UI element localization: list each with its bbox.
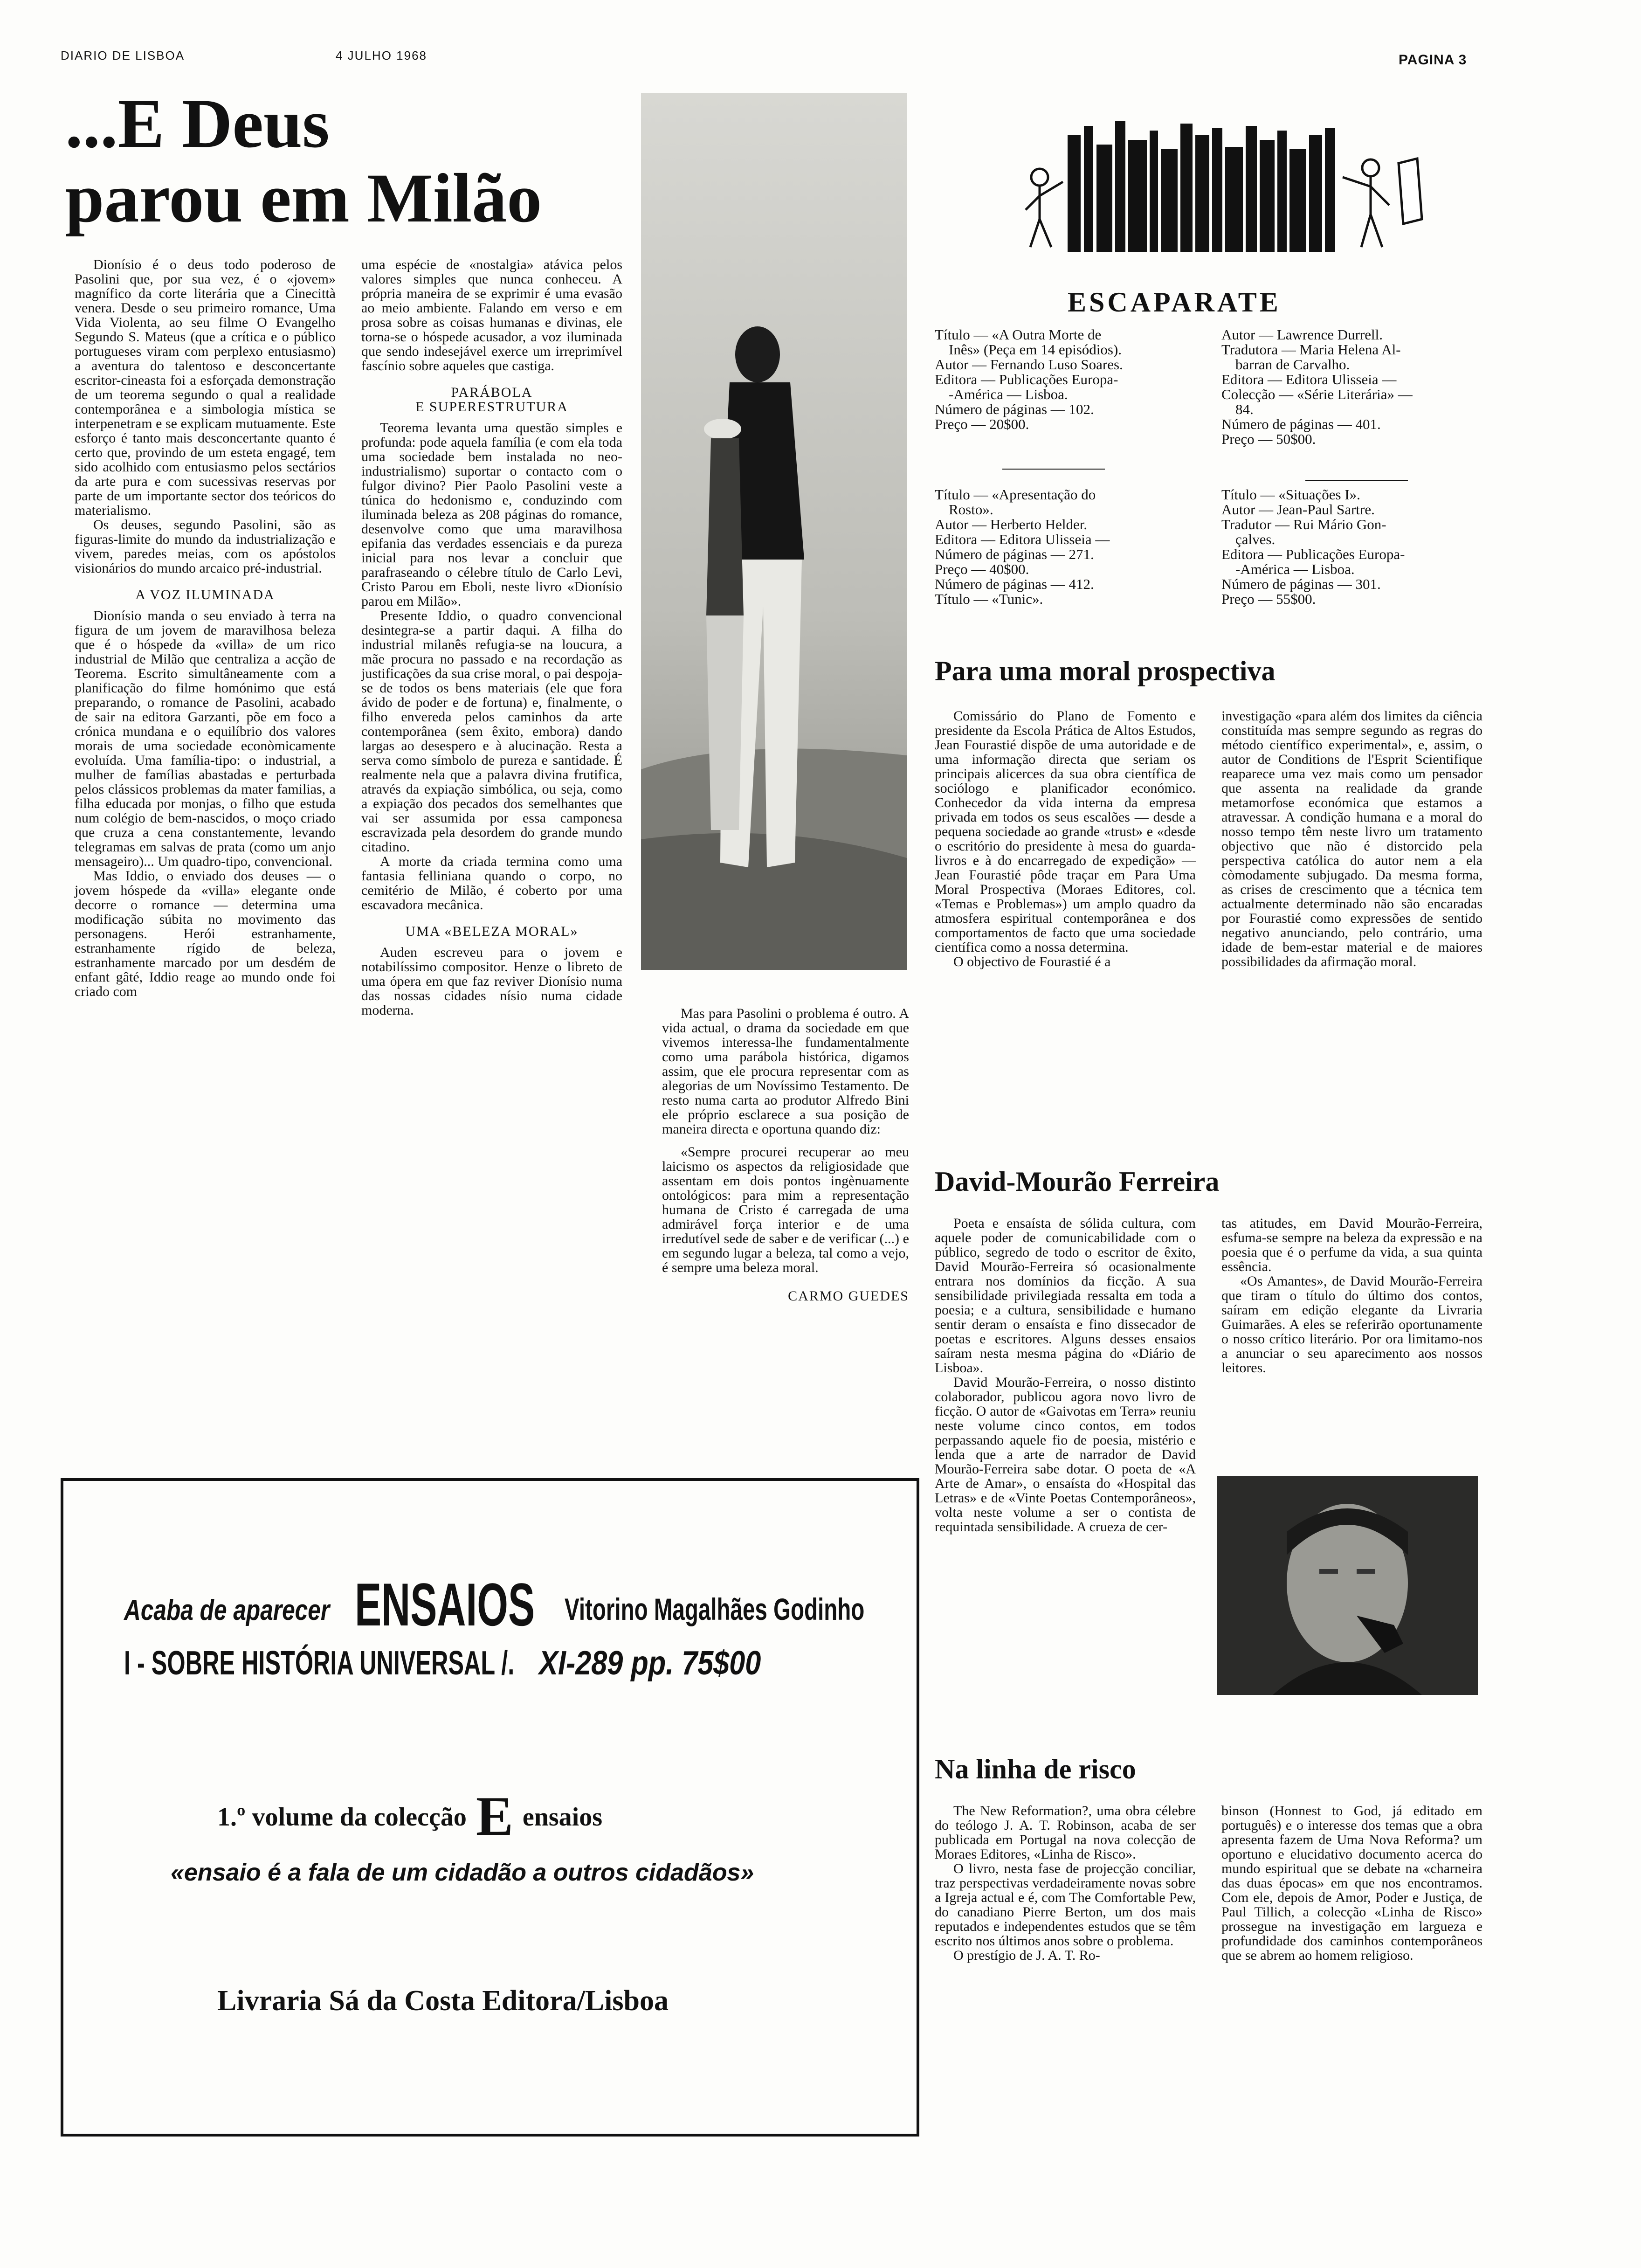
paragraph: O livro, nesta fase de projecção conciliar, traz perspectivas verdadeiramente novas sobre a Igreja actual e é, com The Comfortable Pew, do canadiano Pierre Berton, um dos mais reputados e independentes estudos que se têm escrito nos últimos anos sobre o problema.	[935, 1861, 1196, 1949]
escaparate-heading: ESCAPARATE	[1068, 287, 1281, 318]
paragraph: The New Reformation?, uma obra célebre do teólogo J. A. T. Robinson, acaba de ser publicada em Portugal na nova colecção de Moraes Editores, «Linha de Risco».	[935, 1803, 1196, 1862]
subhead-parabola: PARÁBOLA	[451, 385, 533, 400]
bookshelf-illustration-icon	[998, 107, 1445, 275]
paragraph: uma espécie de «nostalgia» atávica pelos valores simples que nunca conheceu. A própria maneira de se exprimir é uma evasão ao meio ambiente. Falando em verso e em prosa sobre as coisas humanas e divinas, ele torna-se o hóspede acusador, a voz iluminada que sendo indesejável exerce um irreprimível fascínio sobre aqueles que castiga.	[361, 257, 622, 373]
paragraph: Presente Iddio, o quadro convencional desintegra-se a partir daqui. A filha do industrial milanês refugia-se na loucura, a mãe procura no passado e na recordação as justificações da sua crise moral, o pai despoja-se de todos os bens materiais (ele que fora ávido de poder e de fortuna) e, finalmente, o filho envereda pelos caminhos da arte contemporânea (sem êxito, embora) dando largas ao desespero e à alucinação. Resta a serva como símbolo de pureza e santidade. É realmente nela que a palavra divina frutifica, através da expiação simbólica, ou seja, como a expiação dos pecados dos semelhantes que vai ser assumida por essa camponesa escravizada pela desordem do grande mundo citadino.	[361, 608, 622, 855]
david-title: David-Mourão Ferreira	[935, 1166, 1220, 1197]
ad-publisher: Livraria Sá da Costa Editora/Lisboa	[217, 1985, 669, 2017]
book-line: Número de páginas — 102.	[935, 401, 1094, 417]
masthead-date: 4 JULHO 1968	[336, 48, 427, 62]
subhead-superestrutura: E SUPERESTRUTURA	[415, 399, 568, 415]
book-line: Editora — Publicações Europa-	[935, 371, 1118, 387]
book-line: Editora — Publicações Europa-	[1221, 546, 1405, 562]
book-line: Título — «Situações I».	[1221, 486, 1360, 503]
divider	[1305, 480, 1408, 481]
ad-author: Vitorino Magalhães Godinho	[564, 1592, 864, 1626]
risco-column-1	[935, 1804, 1196, 1963]
book-line: Autor — Herberto Helder.	[935, 516, 1088, 532]
book-line: Preço — 50$00.	[1221, 431, 1316, 447]
ad-ensaios-label: ensaios	[522, 1803, 603, 1832]
divider	[1002, 469, 1105, 470]
paragraph: O objectivo de Fourastié é a	[953, 954, 1111, 969]
paragraph: Comissário do Plano de Fomento e presidente da Escola Prática de Altos Estudos, Jean Fourastié dispõe de uma autoridade e de uma informação directa que seriam os principais alicerces da sua obra científica de sociólogo e planificador económico. Conhecedor da vida interna da empresa privada em todos os seus escalões — desde a pequena sociedade ao grande «trust» e «desde o escritório do presidente à mesa do guarda-livros e à do encarregado de expedição» — Jean Fourastié pôde traçar em Para Uma Moral Prospectiva (Moraes Editores, col. «Temas e Problemas») um amplo quadro da atmosfera espiritual contemporânea e dos comportamentos de facto que uma sociedade científica como a nossa determina.	[935, 708, 1196, 955]
paragraph: Poeta e ensaísta de sólida cultura, com aquele poder de comunicabilidade com o público, segredo de todo o escritor de êxito, David Mourão-Ferreira só ocasionalmente entrara nos domínios da ficção. A sua sensibilidade privilegiada ressalta em toda a poesia; e a cultura, sensibilidade e humano sentir deram o ensaísta e fino dissecador de poetas e escritores. Alguns desses ensaios saíram nesta mesma página do «Diário de Lisboa».	[935, 1216, 1196, 1376]
moral-title: Para uma moral prospectiva	[935, 656, 1276, 686]
book-line: Título — «Tunic».	[935, 591, 1043, 607]
paragraph: Mas para Pasolini o problema é outro. A vida actual, o drama da sociedade em que vivemos interessa-lhe fundamentalmente como uma parábola histórica, digamos assim, que ele procura representar com as alegorias de um Novíssimo Testamento. De resto numa carta ao produtor Alfredo Bini ele próprio esclarece a sua posição de maneira directa e oportuna quando diz:	[662, 1006, 909, 1137]
david-column-2	[1221, 1216, 1482, 1375]
escaparate-book-4	[1221, 487, 1487, 607]
ad-volume-line: I - SOBRE HISTÓRIA UNIVERSAL /.	[124, 1645, 515, 1682]
ad-e-icon: E	[476, 1785, 513, 1847]
masthead-paper: DIARIO DE LISBOA	[61, 48, 185, 62]
book-line: 84.	[1235, 401, 1254, 417]
ad-pages-price: XI-289 pp. 75$00	[539, 1645, 761, 1682]
book-line: Tradutora — Maria Helena Al-	[1221, 341, 1401, 358]
paragraph: Teorema levanta uma questão simples e profunda: pode aquela família (e com ela toda uma sociedade bem instalada no neo-industrialismo) suportar o contacto com o fulgor divino? Pier Paolo Pasolini veste a túnica do hedonismo e, conduzindo com iluminada beleza as 208 páginas do romance, desenvolve como que uma maravilhosa epifania das verdades essenciais e da pureza inicial para nos levar a concluir que parafraseando o célebre título de Carlo Levi, Cristo Parou em Eboli, neste livro «Dionísio parou em Milão».	[361, 420, 622, 609]
book-line: Autor — Lawrence Durrell.	[1221, 326, 1383, 343]
article-column-2	[361, 257, 622, 1017]
risco-title: Na linha de risco	[935, 1754, 1136, 1784]
paragraph: Dionísio manda o seu enviado à terra na figura de um jovem de maravilhosa beleza que é o hóspede da «villa» de um rico industrial de Milão que centraliza a acção de Teorema. Escrito simultâneamente com a planificação do filme homónimo que está preparando, o romance de Pasolini, acabado de sair na editora Garzanti, põe em foco a crónica mundana e o equilíbrio dos valores morais de uma sociedade econòmicamente evoluída. Uma família-tipo: o industrial, a mulher de famílias abastadas e perturbada pelos clássicos problemas da mater familias, a filha educada por monjas, o filho que estuda num colégio de bem-nascidos, o moço criado que cruza a cena constantemente, levando telegramas em salvas de prata (como um anjo mensageiro)... Um quadro-tipo, convencional.	[75, 608, 336, 869]
paragraph: Os deuses, segundo Pasolini, são as figuras-limite do mundo da industrialização e vivem, paredes meias, com os apóstolos visionários do mundo arcaico pré-industrial.	[75, 517, 336, 576]
book-line: Título — «A Outra Morte de	[935, 326, 1102, 343]
ad-collection-label: 1.º volume da colecção	[217, 1803, 467, 1832]
paragraph: David Mourão-Ferreira, o nosso distinto colaborador, publicou agora novo livro de ficção. O autor de «Gaivotas em Terra» reuniu neste volume cinco contos, em todos perpassando aquele fio de poesia, mistério e lenda que a arte de narrador de David Mourão-Ferreira sabe dotar. O poeta de «A Arte de Amar», o ensaísta do «Hospital das Letras» e de «Vinte Poetas Contemporâneos», volta neste volume a ser o contista de requintada sensibilidade. A crueza de cer-	[935, 1375, 1196, 1535]
book-line: Inês» (Peça em 14 episódios).	[949, 341, 1122, 358]
book-line: Colecção — «Série Literária» —	[1221, 386, 1413, 402]
paragraph: «Sempre procurei recuperar ao meu laicismo os aspectos da religiosidade que assentam em dois pontos ingènuamente ontológicos: para mim a representação humana de Cristo é carregada de uma admirável força interior e de uma irredutível sede de saber e de verificar (...) e em segundo lugar a beleza, tal como a vejo, é sempre uma beleza moral.	[662, 1144, 909, 1275]
subhead-voz-iluminada: A VOZ ILUMINADA	[135, 587, 275, 602]
escaparate-book-1	[935, 327, 1200, 432]
book-line: Autor — Jean-Paul Sartre.	[1221, 501, 1375, 518]
book-line: Número de páginas — 301.	[1221, 576, 1381, 592]
paragraph: investigação «para além dos limites da ciência constituída mas sempre segundo as regras do método científico experimental», e, assim, o autor de Conditions de l'Esprit Scientifique reaparece uma vez mais como um pensador que assenta na realidade da grande metamorfose económica que estamos a atravessar. A condição humana e a moral do nosso tempo têm neste livro um tratamento objectivo que não é distorcido pela perspectiva católica do autor nem a ela còmodamente subjugado. Da mesma forma, as crises de crescimento que a técnica tem actualmente determinado não são encaradas por Fourastié como expressões de sentido negativo anunciando, pelo contrário, uma idade de bem-estar material e de maiores possibilidades da afirmação moral.	[1221, 708, 1482, 969]
paragraph: binson (Honnest to God, já editado em português) e o interesse dos temas que a obra apresenta fazem de Uma Nova Reforma? um oportuno e elucidativo documento acerca do mundo espiritual que se debate na «charneira das duas épocas» em que nos encontramos. Com ele, depois de Amor, Poder e Justiça, de Paul Tillich, a colecção «Linha de Risco» prossegue na investigação em largueza e profundidade dos caminhos contemporâneos que se abrem ao homem religioso.	[1221, 1803, 1482, 1963]
book-line: Número de páginas — 412.	[935, 576, 1094, 592]
moral-column-2	[1221, 709, 1482, 969]
book-line: Título — «Apresentação do	[935, 486, 1096, 503]
book-line: Editora — Editora Ulisseia —	[1221, 371, 1397, 387]
masthead-page: PAGINA 3	[1399, 52, 1467, 68]
portrait-image	[1217, 1476, 1478, 1695]
ad-motto: «ensaio é a fala de um cidadão a outros cidadãos»	[171, 1859, 754, 1886]
paragraph: Auden escreveu para o jovem e notabilíssimo compositor. Henze o libreto de uma ópera em que faz reviver Dionísio numa das nossas cidades nísio numa cidade moderna.	[361, 945, 622, 1018]
article-photo	[641, 93, 907, 970]
david-photo	[1217, 1476, 1478, 1695]
book-line: Autor — Fernando Luso Soares.	[935, 356, 1123, 373]
book-line: Número de páginas — 401.	[1221, 416, 1381, 432]
ensaios-advertisement	[61, 1478, 919, 2137]
article-author: CARMO GUEDES	[788, 1288, 909, 1304]
article-title-line2: parou em Milão	[65, 159, 542, 237]
article-column-3	[662, 1006, 909, 1303]
ad-ensaios-title: ENSAIOS	[355, 1570, 535, 1639]
book-line: çalves.	[1235, 531, 1276, 547]
book-line: Preço — 55$00.	[1221, 591, 1316, 607]
book-line: -América — Lisboa.	[1235, 561, 1355, 577]
book-line: barran de Carvalho.	[1235, 356, 1350, 373]
paragraph: A morte da criada termina como uma fantasia felliniana quando o corpo, no cemitério de Milão, é coberto por uma escavadora mecânica.	[361, 854, 622, 913]
book-line: Tradutor — Rui Mário Gon-	[1221, 516, 1386, 532]
paragraph: Dionísio é o deus todo poderoso de Pasolini que, por sua vez, é o «jovem» magnífico da corte literária que a Cinecittà venera. Desde o seu primeiro romance, Uma Vida Violenta, ao seu filme O Evangelho Segundo S. Mateus (que a crítica e o público portugueses viram com perplexo entusiasmo) a aventura do talentoso e desconcertante escritor-cineasta foi a esforçada demonstração de um teorema segundo o qual a realidade contemporânea e a simbologia mística se interpenetram e se explicam mutuamente. Este esforço é tanto mais desconcertante quanto é certo que, provindo de um esteta engagé, tem sido acolhido com entusiasmo pelos sectários da arte pura e com sucessivas reservas por parte de um importante sector dos teóricos do materialismo.	[75, 257, 336, 518]
paragraph: Mas Iddio, o enviado dos deuses — o jovem hóspede da «villa» elegante onde decorre o romance — determina uma modificação súbita no movimento das personagens. Herói estranhamente, estranhamente rígido de beleza, estranhamente marcado por um desdém de enfant gâté, Iddio reage ao mundo onde foi criado com	[75, 868, 336, 999]
book-line: Preço — 20$00.	[935, 416, 1029, 432]
book-line: Editora — Editora Ulisseia —	[935, 531, 1110, 547]
paragraph: «Os Amantes», de David Mourão-Ferreira que tiram o título do último dos contos, saíram em edição elegante da Livraria Guimarães. A eles se referirão oportunamente o nosso crítico literário. Por ora limitamo-nos a anunciar o seu aparecimento aos nossos leitores.	[1221, 1273, 1482, 1376]
article-column-1	[75, 257, 336, 999]
book-line: Preço — 40$00.	[935, 561, 1029, 577]
ad-acaba-label: Acaba de aparecer	[124, 1594, 330, 1626]
moral-column-1	[935, 709, 1196, 969]
escaparate-book-2	[1221, 327, 1487, 447]
escaparate-book-3	[935, 487, 1200, 607]
book-line: Número de páginas — 271.	[935, 546, 1094, 562]
paragraph: O prestígio de J. A. T. Ro-	[953, 1948, 1100, 1963]
photo-figure-image	[641, 93, 907, 970]
escaparate-illustration	[998, 107, 1445, 275]
david-column-1	[935, 1216, 1196, 1534]
book-line: Rosto».	[949, 501, 993, 518]
subhead-beleza-moral: UMA «BELEZA MORAL»	[405, 924, 579, 939]
risco-column-2	[1221, 1804, 1482, 1963]
book-line: -América — Lisboa.	[949, 386, 1068, 402]
paragraph: tas atitudes, em David Mourão-Ferreira, esfuma-se sempre na beleza da expressão e na poesia que é o perfume da vida, a sua quinta essência.	[1221, 1216, 1482, 1274]
article-title-line1: ...E Deus	[65, 85, 330, 162]
